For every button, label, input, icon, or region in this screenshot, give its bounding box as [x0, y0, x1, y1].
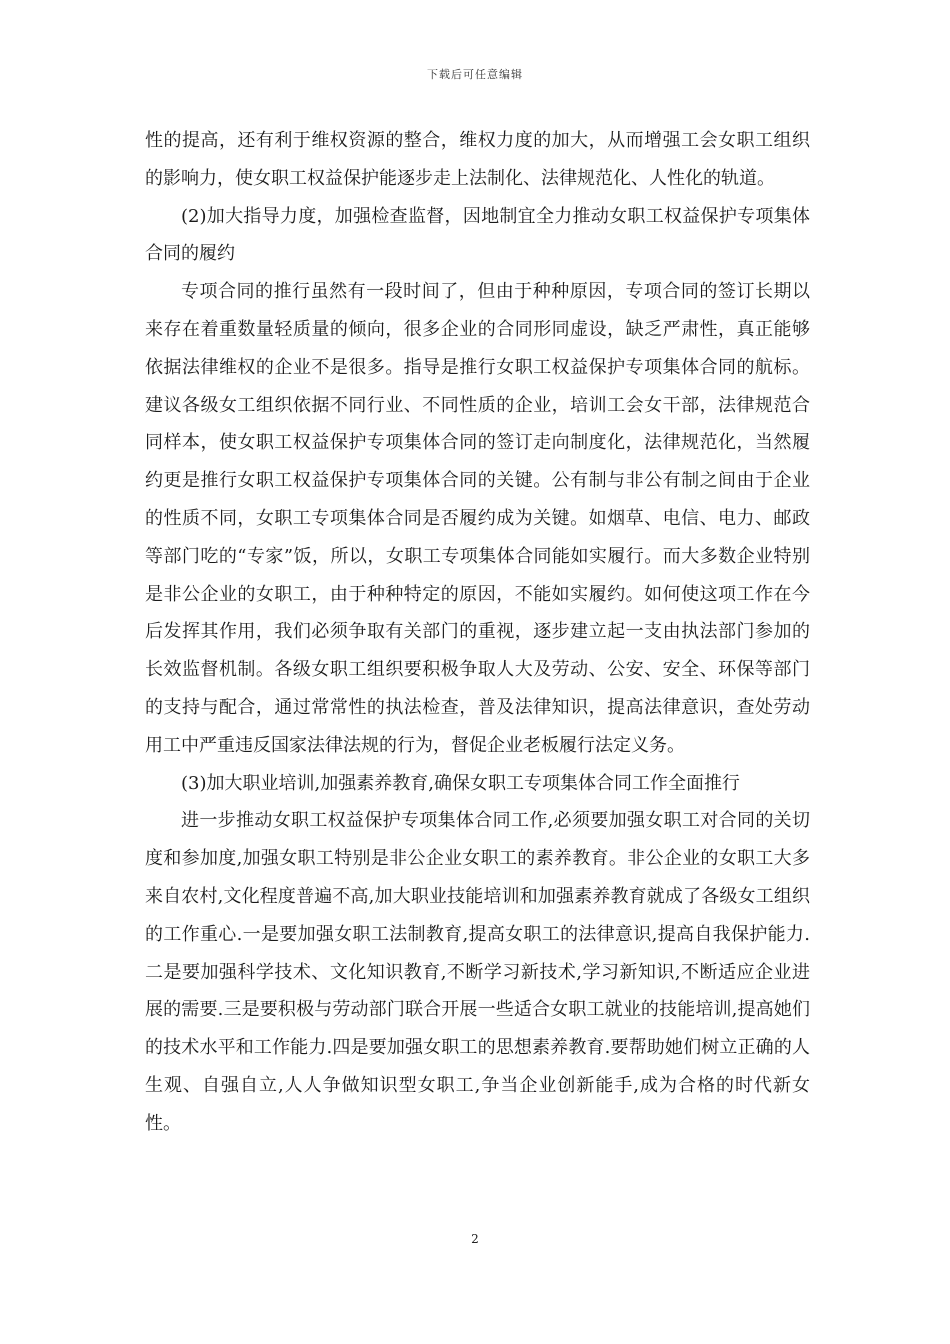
page-header: 下载后可任意编辑	[427, 68, 523, 81]
section-heading-2: (2)加大指导力度，加强检查监督，因地制宜全力推动女职工权益保护专项集体合同的履约	[145, 205, 810, 265]
paragraph-continuation: 性的提高，还有利于维权资源的整合，维权力度的加大，从而增强工会女职工组织的影响力，使女职工权益保护能逐步走上法制化、法律规范化、人性化的轨道。	[145, 130, 810, 189]
page-number: 2	[471, 1232, 479, 1246]
section-heading-3: (3)加大职业培训,加强素养教育,确保女职工专项集体合同工作全面推行	[181, 772, 740, 794]
document-body	[145, 122, 810, 1143]
paragraph-training: 进一步推动女职工权益保护专项集体合同工作,必须要加强女职工对合同的关切度和参加度,加强女职工特别是非公企业女职工的素养教育。非公企业的女职工大多来自农村,文化程度普遍不高,加大职业技能培训和加强素养教育就成了各级女工组织的工作重心.一是要加强女职工法制教育,提高女职工的法律意识,提高自我保护能力.二是要加强科学技术、文化知识教育,不断学习新技术,学习新知识,不断适应企业进展的需要.三是要积极与劳动部门联合开展一些适合女职工就业的技能培训,提高她们的技术水平和工作能力.四是要加强女职工的思想素养教育.要帮助她们树立正确的人生观、自强自立,人人争做知识型女职工,争当企业创新能手,成为合格的时代新女性。	[145, 810, 810, 1134]
paragraph-supervision: 专项合同的推行虽然有一段时间了，但由于种种原因，专项合同的签订长期以来存在着重数量轻质量的倾向，很多企业的合同形同虚设，缺乏严肃性，真正能够依据法律维权的企业不是很多。指导是推行女职工权益保护专项集体合同的航标。建议各级女工组织依据不同行业、不同性质的企业，培训工会女干部，法律规范合同样本，使女职工权益保护专项集体合同的签订走向制度化，法律规范化，当然履约更是推行女职工权益保护专项集体合同的关键。公有制与非公有制之间由于企业的性质不同，女职工专项集体合同是否履约成为关键。如烟草、电信、电力、邮政等部门吃的“专家”饭，所以，女职工专项集体合同能如实履行。而大多数企业特别是非公企业的女职工，由于种种特定的原因，不能如实履约。如何使这项工作在今后发挥其作用，我们必须争取有关部门的重视，逐步建立起一支由执法部门参加的长效监督机制。各级女职工组织要积极争取人大及劳动、公安、安全、环保等部门的支持与配合，通过常常性的执法检查，普及法律知识，提高法律意识，查处劳动用工中严重违反国家法律法规的行为，督促企业老板履行法定义务。	[145, 281, 810, 756]
